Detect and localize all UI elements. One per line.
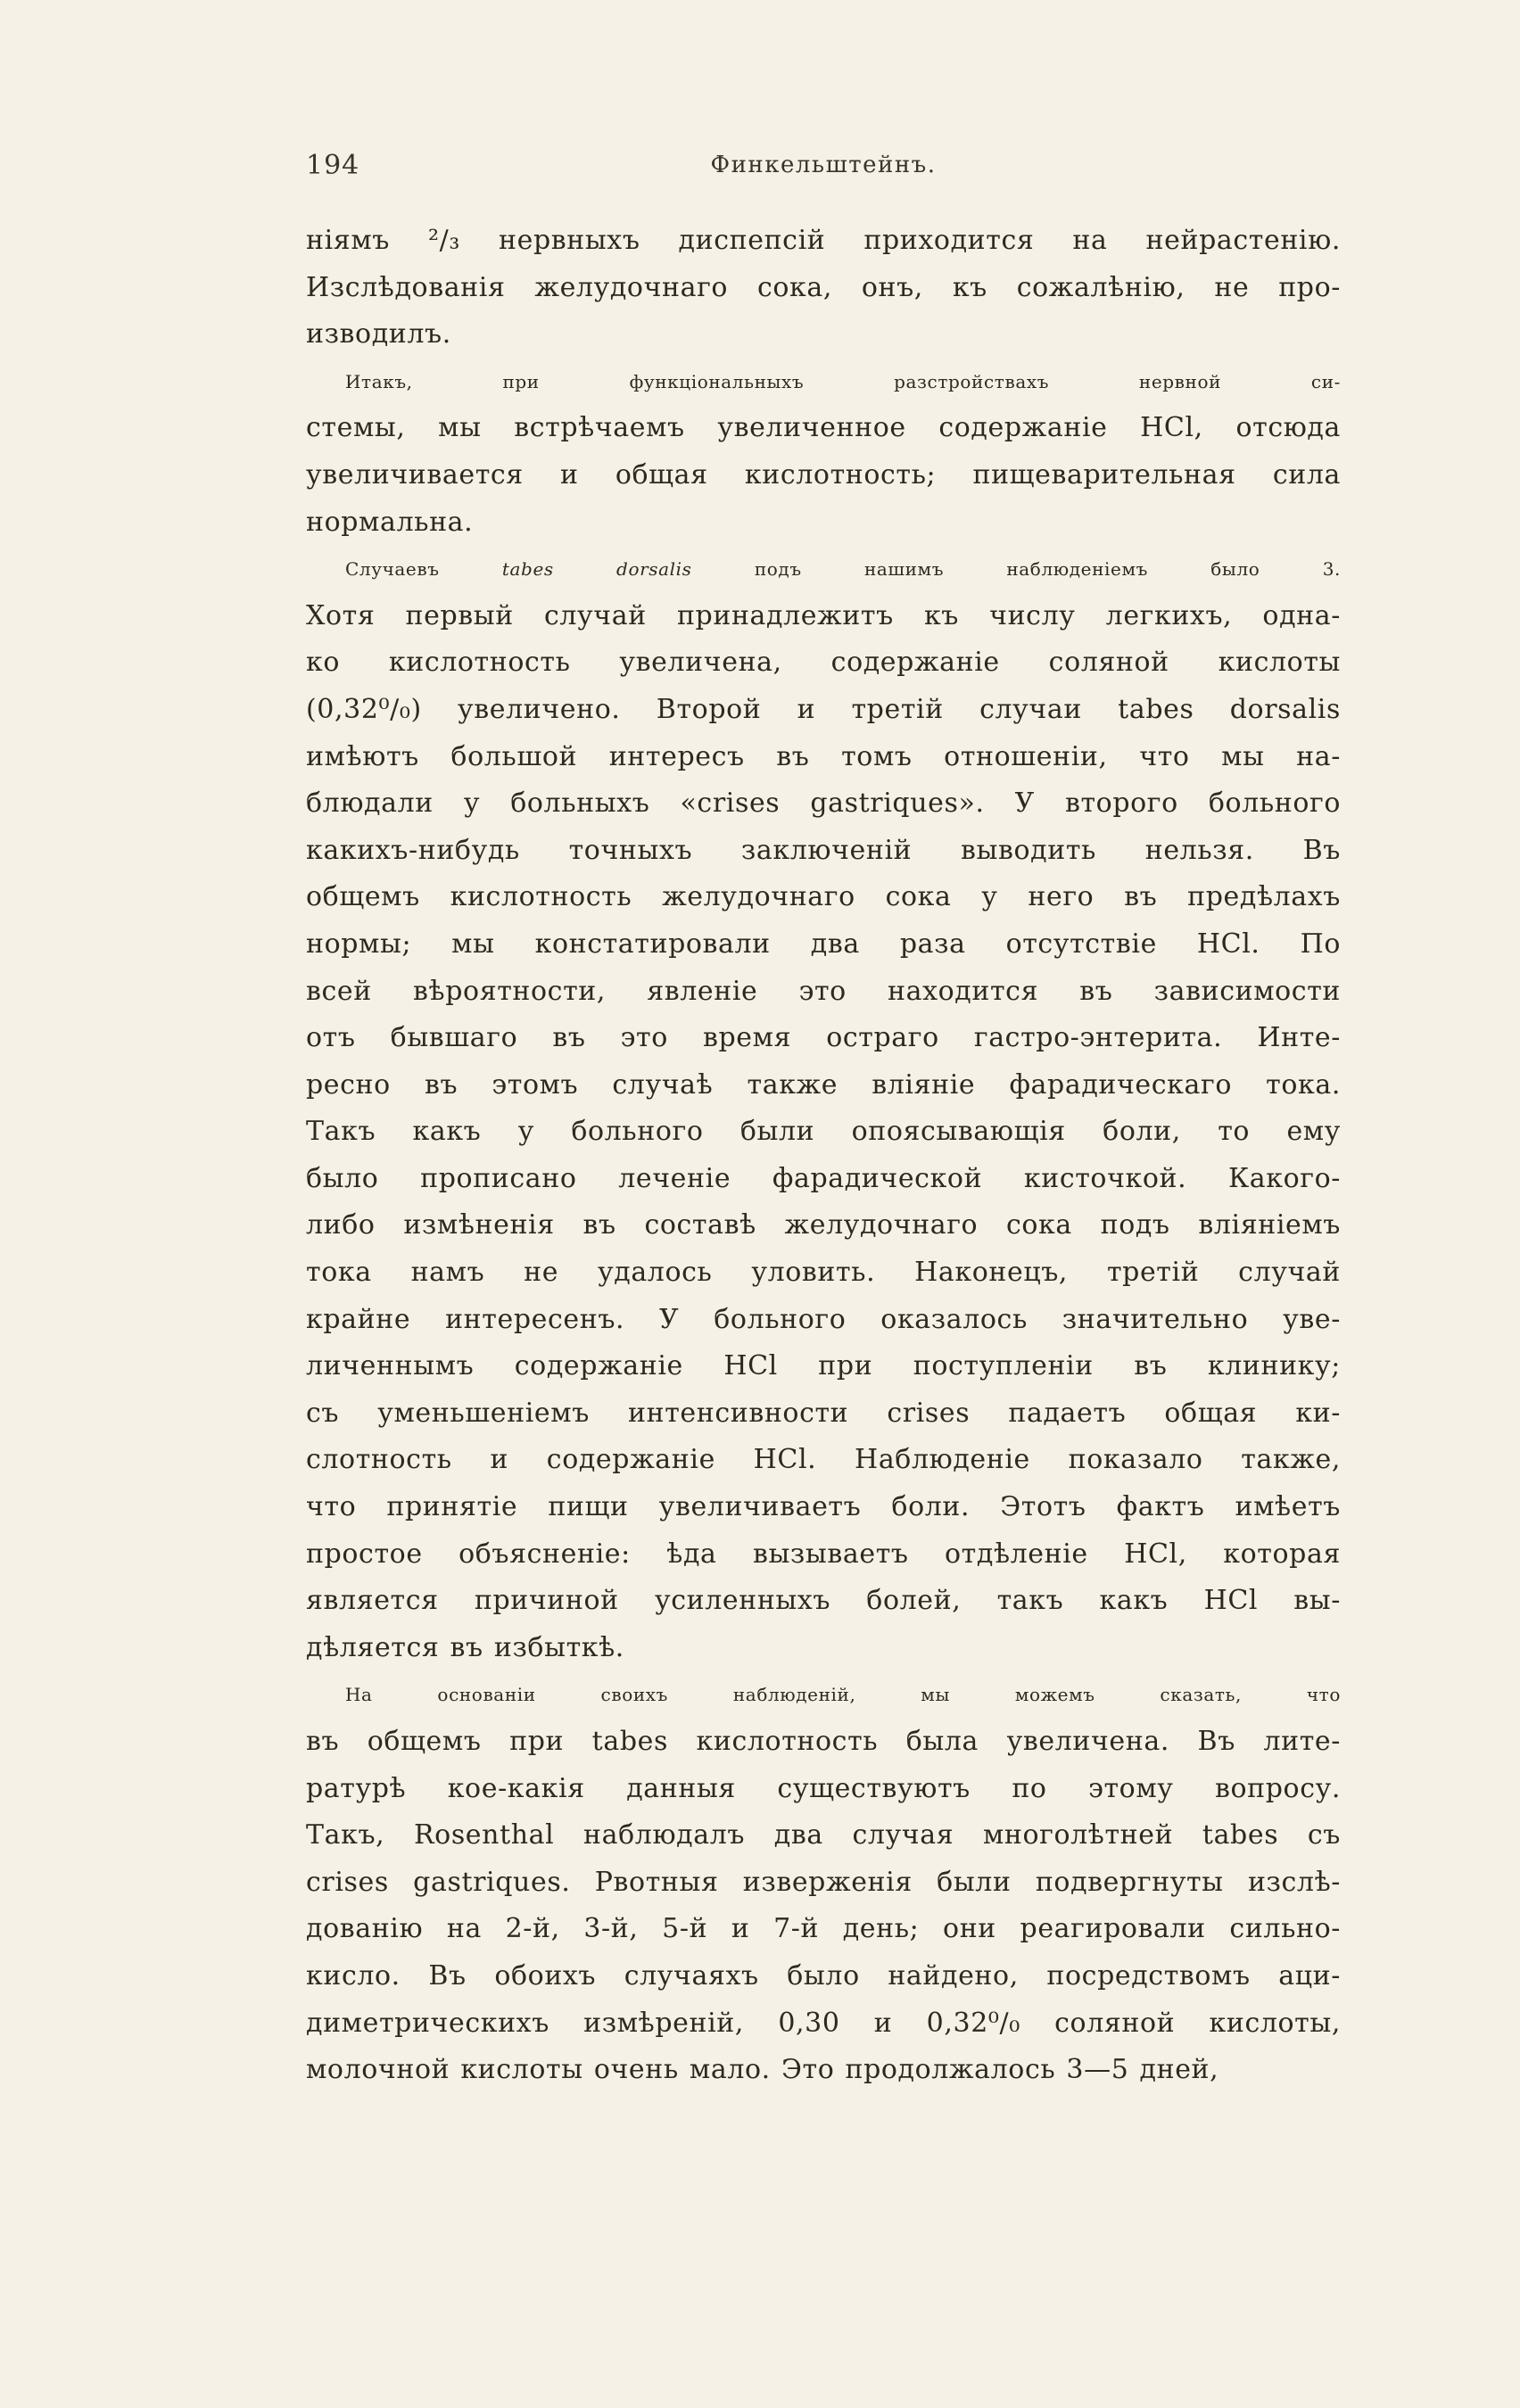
text-line: crises gastriques. Рвотныя изверженія были подвергнуты изслѣ- xyxy=(306,1866,1341,1898)
text-line: ратурѣ кое-какія данныя существуютъ по этому вопросу. xyxy=(306,1772,1341,1804)
text-line: дованію на 2-й, 3-й, 5-й и 7-й день; они реагировали сильно- xyxy=(306,1913,1341,1945)
text-line: простое объясненіе: ѣда вызываетъ отдѣленіе HCl, которая xyxy=(306,1538,1341,1570)
paragraph xyxy=(306,359,1341,546)
text-line: отъ бывшаго въ это время остраго гастро-энтерита. Инте- xyxy=(306,1022,1341,1054)
text-line: дѣляется въ избыткѣ. xyxy=(306,1631,624,1663)
page-number: 194 xyxy=(306,150,360,181)
text-line: въ общемъ при tabes кислотность была увеличена. Въ лите- xyxy=(306,1726,1341,1757)
text-line: является причиной усиленныхъ болей, такъ какъ HCl вы- xyxy=(306,1585,1341,1617)
page-header xyxy=(306,150,1341,194)
text-line: ко кислотность увеличена, содержаніе соляной кислоты xyxy=(306,647,1341,679)
text-line: ресно въ этомъ случаѣ также вліяніе фарадическаго тока. xyxy=(306,1068,1341,1101)
text-line: личеннымъ содержаніе HCl при поступленіи въ клинику; xyxy=(306,1350,1341,1382)
text-line: Такъ какъ у больного были опоясывающія боли, то ему xyxy=(306,1116,1341,1148)
italic-term: tabes dorsalis xyxy=(501,558,692,581)
text-line: кисло. Въ обоихъ случаяхъ было найдено, посредствомъ аци- xyxy=(306,1959,1341,1992)
paragraph xyxy=(306,1671,1341,2093)
text-line: нормы; мы констатировали два раза отсутствіе HCl. По xyxy=(306,928,1341,960)
text-line: Случаевъ tabes dorsalis подъ нашимъ наблюденіемъ было 3. xyxy=(345,558,1341,581)
text-line: стемы, мы встрѣчаемъ увеличенное содержаніе HCl, отсюда xyxy=(306,412,1341,444)
text-line: нормальна. xyxy=(306,506,474,538)
text-line: изводилъ. xyxy=(306,318,451,350)
text-line: (0,32⁰/₀) увеличено. Второй и третій случаи tabes dorsalis xyxy=(306,693,1341,725)
text-line: либо измѣненія въ составѣ желудочнаго сока подъ вліяніемъ xyxy=(306,1209,1341,1241)
text-line: тока намъ не удалось уловить. Наконецъ, третій случай xyxy=(306,1257,1341,1289)
body-text xyxy=(306,218,1341,2094)
text-line: общемъ кислотность желудочнаго сока у него въ предѣлахъ xyxy=(306,881,1341,913)
text-line: блюдали у больныхъ «crises gastriques». У второго больного xyxy=(306,788,1341,820)
text-line: Итакъ, при функціональныхъ разстройствахъ нервной си- xyxy=(345,370,1341,392)
text-line: имѣютъ большой интересъ въ томъ отношеніи, что мы на- xyxy=(306,740,1341,772)
running-head: Финкельштейнъ. xyxy=(710,152,937,178)
text-line: было прописано леченіе фарадической кисточкой. Какого- xyxy=(306,1162,1341,1194)
text-line: диметрическихъ измѣреній, 0,30 и 0,32⁰/₀ соляной кислоты, xyxy=(306,2007,1341,2039)
text-line: крайне интересенъ. У больного оказалось значительно уве- xyxy=(306,1303,1341,1335)
text-line: Хотя первый случай принадлежитъ къ числу легкихъ, одна- xyxy=(306,599,1341,631)
paragraph xyxy=(306,218,1341,359)
text-line: Такъ, Rosenthal наблюдалъ два случая многолѣтней tabes съ xyxy=(306,1819,1341,1851)
text-line: слотность и содержаніе HCl. Наблюденіе показало также, xyxy=(306,1444,1341,1476)
text-line: увеличивается и общая кислотность; пищеварительная сила xyxy=(306,458,1341,491)
paragraph xyxy=(306,546,1341,1671)
text-line: всей вѣроятности, явленіе это находится въ зависимости xyxy=(306,975,1341,1007)
text-line: На основаніи своихъ наблюденій, мы можемъ сказать, что xyxy=(345,1684,1341,1706)
text-line: молочной кислоты очень мало. Это продолжалось 3—5 дней, xyxy=(306,2054,1219,2086)
text-line: Изслѣдованія желудочнаго сока, онъ, къ сожалѣнію, не про- xyxy=(306,271,1341,303)
text-line: съ уменьшеніемъ интенсивности crises падаетъ общая ки- xyxy=(306,1397,1341,1429)
text-line: какихъ-нибудь точныхъ заключеній выводить нельзя. Въ xyxy=(306,834,1341,866)
text-line: что принятіе пищи увеличиваетъ боли. Этотъ фактъ имѣетъ xyxy=(306,1491,1341,1523)
text-line: ніямъ ²/₃ нервныхъ диспепсій приходится на нейрастенію. xyxy=(306,225,1341,256)
